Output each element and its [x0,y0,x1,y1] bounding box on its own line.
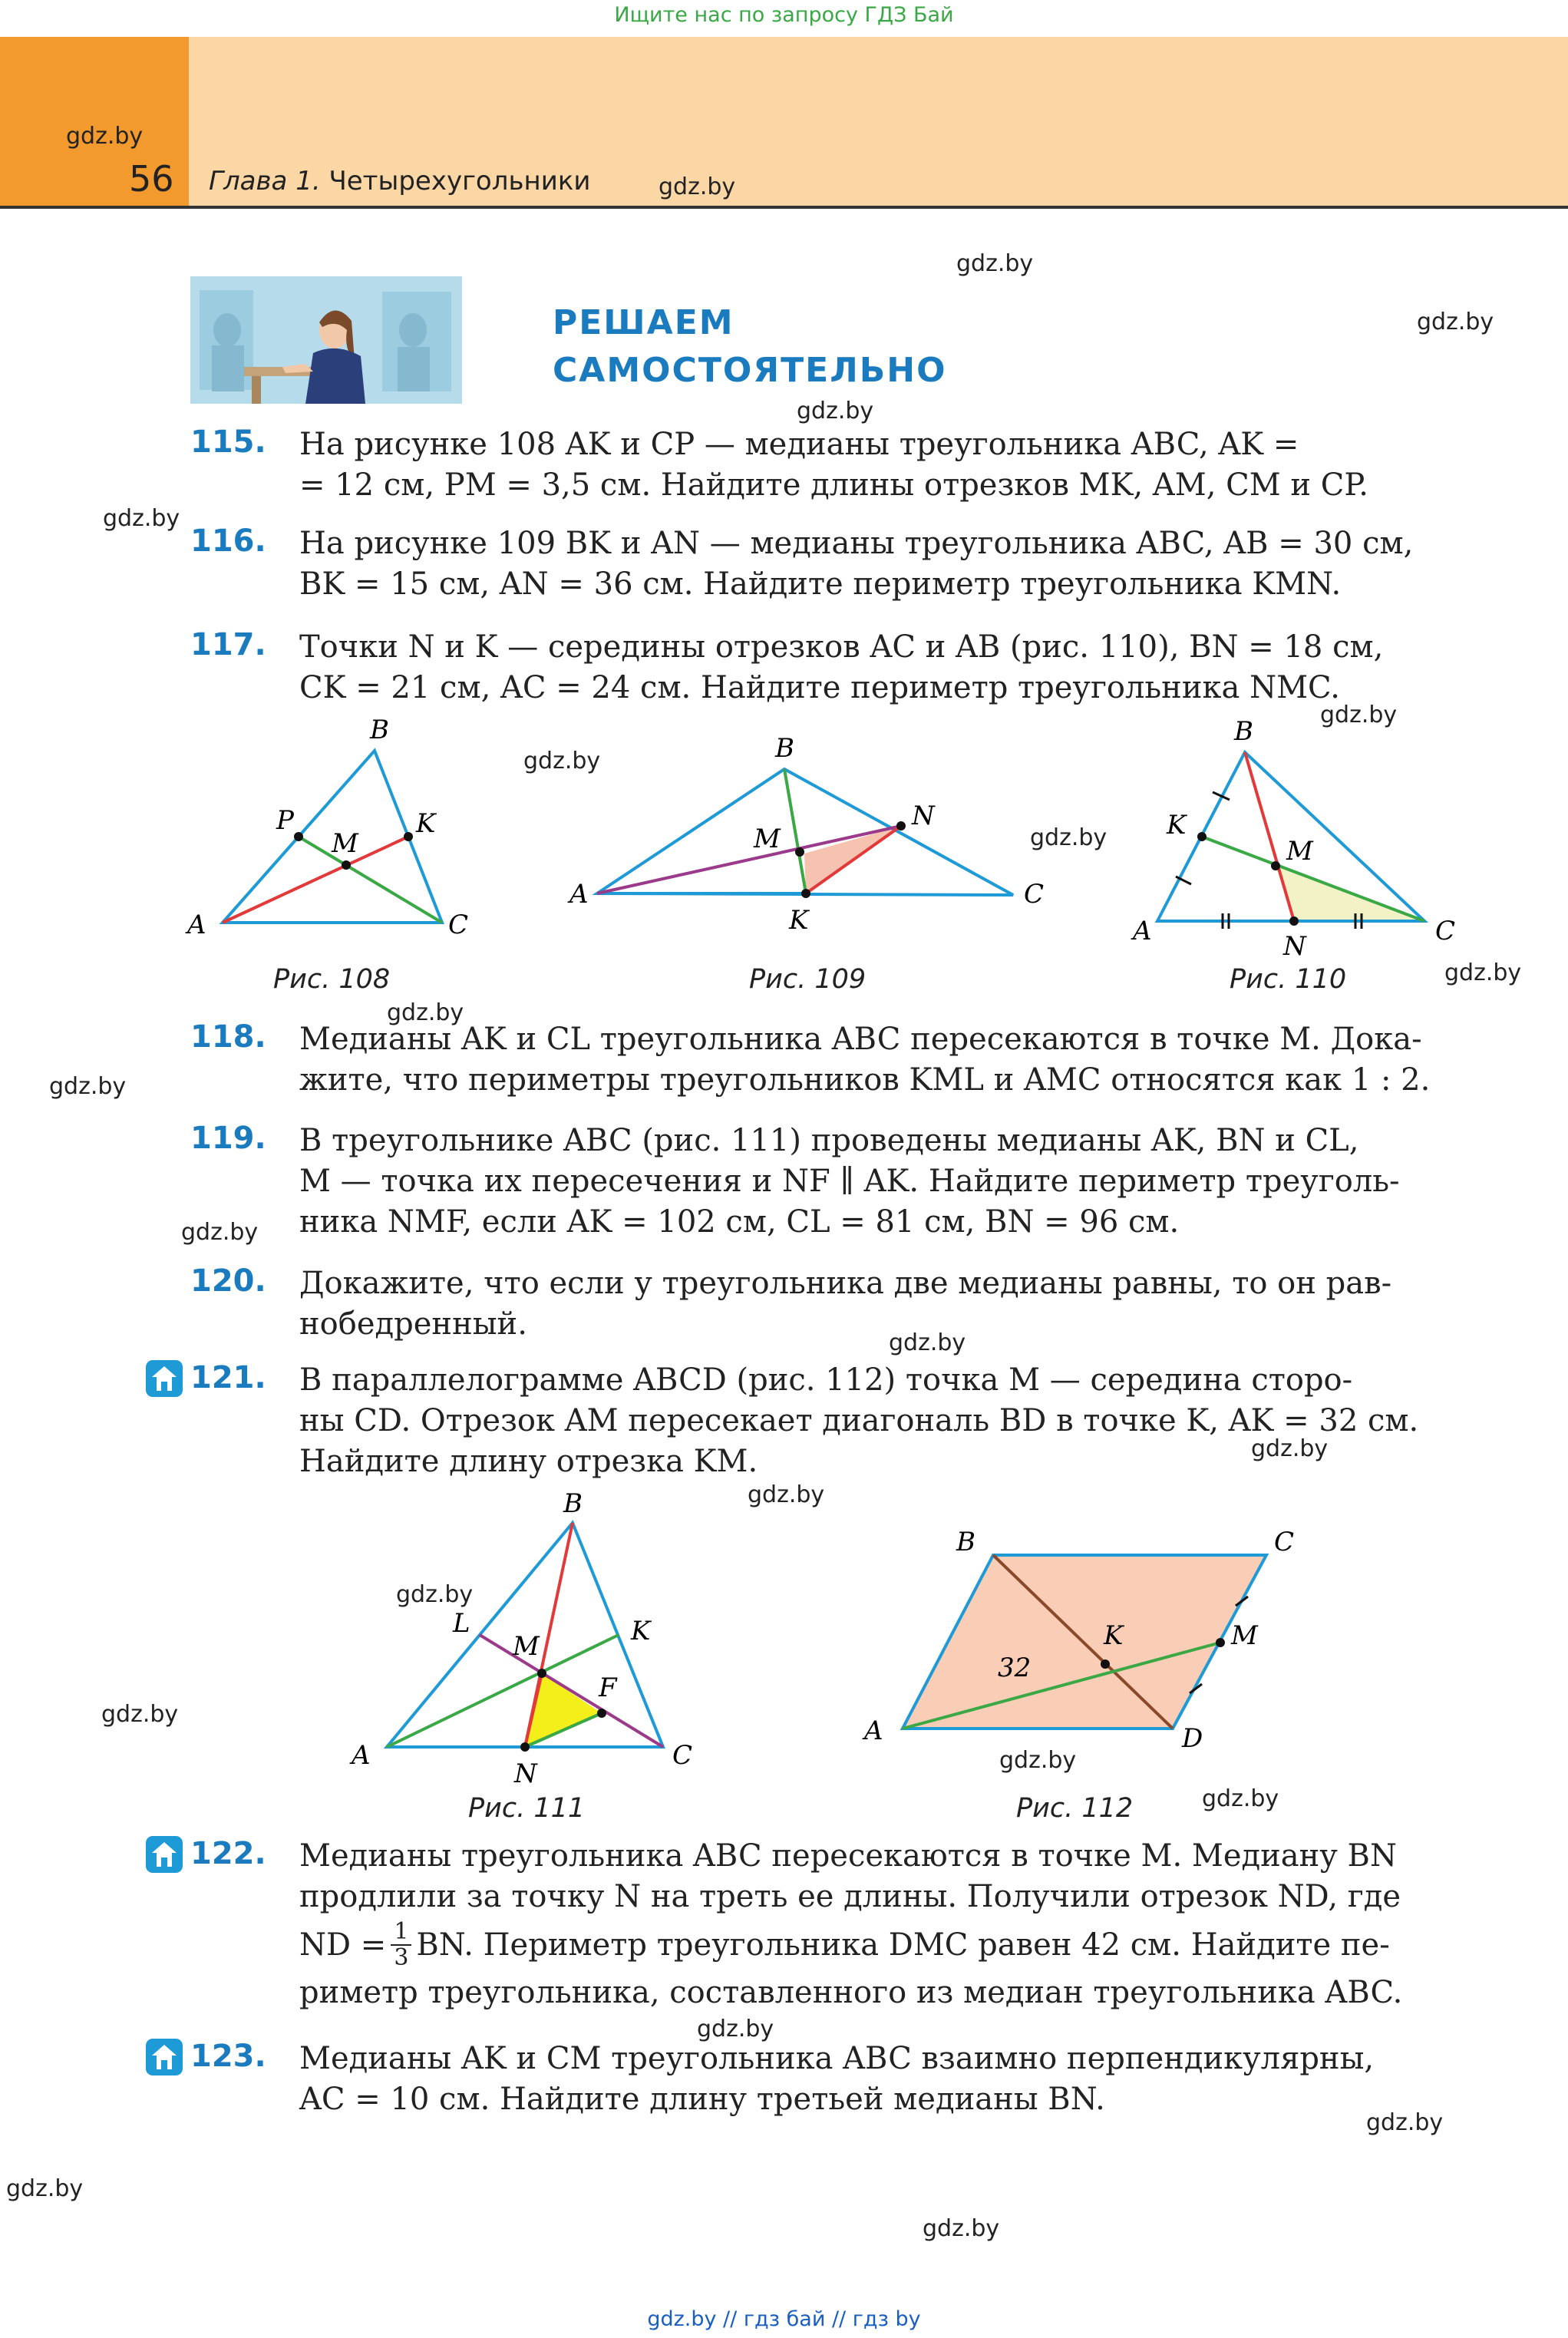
watermark: gdz.by [1030,824,1108,851]
problem-119-line: В треугольнике ABC (рис. 111) проведены медианы AK, BN и CL, [299,1123,1359,1158]
problem-117-text [299,627,1451,708]
watermark: gdz.by [49,1073,127,1100]
label-b: B [1234,716,1253,747]
watermark: gdz.by [697,2016,774,2042]
label-p: P [276,805,294,836]
chapter-prefix: Глава 1. [209,166,321,196]
house-icon [146,2039,183,2075]
point-m [1216,1638,1225,1647]
label-a: A [187,910,206,940]
watermark: gdz.by [659,173,736,200]
label-k: K [631,1616,651,1646]
problem-120-text [299,1263,1451,1345]
house-icon [146,1836,183,1873]
label-n: N [1283,931,1306,962]
label-m: M [332,828,358,859]
chapter-title [209,166,590,196]
footer-links[interactable]: gdz.by // гдз бай // гдз by [647,2307,921,2331]
problem-121-line: ны CD. Отрезок AM пересекает диагональ BD в точке K, AK = 32 см. [299,1403,1419,1438]
point-m [537,1669,546,1678]
problem-117-line: Точки N и K — середины отрезков AC и AB (рис. 110), BN = 18 см, [299,629,1384,665]
label-b: B [370,715,389,745]
watermark: gdz.by [523,748,601,774]
point-k [1197,832,1207,841]
problem-122-line: риметр треугольника, составленного из медиан треугольника ABC. [299,1975,1403,2010]
figure-109 [553,722,1059,952]
problem-number-119: 119. [190,1121,266,1156]
problem-121-line: Найдите длину отрезка KM. [299,1444,758,1479]
figure-112-caption: Рис. 112 [1016,1793,1134,1824]
problem-115-text [299,424,1451,506]
problem-116-text [299,523,1451,605]
point-p [294,832,303,841]
label-c: C [1024,879,1045,910]
watermark: gdz.by [1320,702,1398,728]
triangle-abc [597,769,1013,895]
section-title-line2: САМОСТОЯТЕЛЬНО [553,351,947,390]
problem-122-formula-line [299,1917,1451,1973]
problem-119-line: M — точка их пересечения и NF ∥ AK. Найдите периметр треуголь- [299,1164,1400,1199]
watermark: gdz.by [956,250,1034,277]
problem-121-text [299,1360,1451,1482]
median-cl [480,1635,663,1747]
watermark: gdz.by [396,1581,474,1608]
fraction-denominator: 3 [394,1944,409,1971]
formula-lhs: ND = [299,1927,387,1963]
problem-122-line: продлили за точку N на треть ее длины. Получили отрезок ND, где [299,1879,1401,1914]
problem-122-line: Медианы треугольника ABC пересекаются в точке M. Медиану BN [299,1838,1397,1874]
problem-number-115: 115. [190,424,266,460]
problem-121-line: В параллелограмме ABCD (рис. 112) точка M — середина сторо- [299,1362,1353,1398]
problem-123-line: Медианы AK и CM треугольника ABC взаимно перпендикулярны, [299,2041,1375,2076]
median-bk [784,769,806,893]
section-title [553,299,947,395]
point-k [1101,1659,1110,1669]
watermark: gdz.by [748,1481,825,1508]
problem-number-116: 116. [190,523,266,559]
header-divider [0,206,1568,209]
label-k: K [1167,810,1187,840]
point-n [896,821,906,831]
label-b: B [775,733,794,764]
point-m [342,860,351,870]
problem-122-text [299,1836,1451,2013]
watermark: gdz.by [66,123,144,150]
watermark: gdz.by [1444,959,1522,986]
label-k: K [789,905,809,936]
problem-117-line: CK = 21 см, AC = 24 см. Найдите периметр треугольника NMC. [299,670,1340,705]
page-number: 56 [129,158,174,200]
problem-118-line: жите, что периметры треугольников KML и AMC относятся как 1 : 2. [299,1062,1431,1098]
label-a: A [569,879,589,910]
watermark: gdz.by [923,2215,1000,2242]
problem-118-line: Медианы AK и CL треугольника ABC пересекаются в точке M. Дока- [299,1022,1422,1057]
watermark: gdz.by [101,1701,179,1728]
point-f [597,1709,606,1718]
home-task-icon [146,1836,183,1873]
label-f: F [599,1673,617,1703]
watermark: gdz.by [1366,2109,1444,2136]
label-c: C [1274,1527,1295,1557]
label-a: A [352,1740,371,1771]
problem-120-line: Докажите, что если у треугольника две медианы равны, то он рав- [299,1266,1392,1301]
label-c: C [448,910,469,940]
watermark: gdz.by [889,1329,966,1356]
problem-number-122: 122. [190,1836,266,1871]
label-l: L [453,1608,470,1639]
point-m [1271,861,1280,870]
label-c: C [672,1740,693,1771]
problem-120-line: нобедренный. [299,1306,527,1342]
student-at-desk-illustration [190,276,462,404]
problem-116-line: На рисунке 109 BK и AN — медианы треугольника ABC, AB = 30 см, [299,526,1414,561]
point-n [1289,916,1299,926]
watermark: gdz.by [1251,1435,1329,1462]
median-ak [223,837,408,923]
label-n: N [514,1758,537,1789]
label-m: M [754,824,781,854]
watermark: gdz.by [999,1747,1077,1774]
problem-number-118: 118. [190,1019,266,1055]
problem-123-text [299,2039,1451,2120]
watermark: gdz.by [387,999,464,1026]
top-search-hint[interactable]: Ищите нас по запросу ГДЗ Бай [614,3,954,27]
label-k: K [1104,1620,1124,1651]
point-k [404,832,413,841]
label-k: K [416,808,436,839]
label-m: M [513,1631,540,1662]
fraction-one-third [391,1920,411,1970]
watermark: gdz.by [6,2175,84,2202]
figure-111-caption: Рис. 111 [468,1793,586,1824]
formula-rhs: BN. Периметр треугольника DMC равен 42 см. Найдите пе- [416,1927,1390,1963]
chapter-name: Четырехугольники [328,166,591,196]
problem-115-line: = 12 см, PM = 3,5 см. Найдите длины отрезков MK, AM, CM и CP. [299,467,1368,503]
label-n: N [912,801,935,831]
figure-110-caption: Рис. 110 [1230,964,1347,995]
house-icon [146,1360,183,1397]
point-k [801,889,810,898]
figure-111 [338,1489,721,1796]
watermark: gdz.by [103,505,180,532]
problem-116-line: BK = 15 см, AN = 36 см. Найдите периметр треугольника KMN. [299,566,1342,602]
section-title-line1: РЕШАЕМ [553,303,734,342]
problem-119-line: ника NMF, если AK = 102 см, CL = 81 см, BN = 96 см. [299,1204,1180,1240]
fraction-numerator: 1 [391,1920,411,1946]
problem-number-120: 120. [190,1263,266,1299]
label-c: C [1435,916,1456,946]
figure-108-caption: Рис. 108 [273,964,391,995]
problem-115-line: На рисунке 108 AK и CP — медианы треугольника ABC, AK = [299,427,1299,462]
student-illustration [190,276,462,404]
label-d: D [1182,1723,1203,1754]
figure-110 [1121,714,1474,975]
label-m: M [1286,836,1313,867]
figure-112 [852,1520,1312,1773]
label-a: A [864,1716,883,1746]
median-cp [299,837,442,923]
home-task-icon [146,1360,183,1397]
problem-119-text [299,1121,1451,1243]
watermark: gdz.by [797,398,874,424]
point-n [520,1742,530,1752]
home-task-icon [146,2039,183,2075]
label-m: M [1231,1620,1258,1651]
watermark: gdz.by [181,1219,259,1246]
segment-ak-length: 32 [998,1653,1032,1683]
label-b: B [563,1489,583,1519]
label-a: A [1133,916,1152,946]
problem-number-121: 121. [190,1360,266,1395]
figure-109-caption: Рис. 109 [749,964,867,995]
problem-number-123: 123. [190,2039,266,2074]
figure-108 [177,706,484,967]
point-m [795,847,804,857]
problem-118-text [299,1019,1451,1101]
watermark: gdz.by [1417,309,1494,335]
problem-number-117: 117. [190,627,266,662]
median-ak [387,1635,619,1747]
watermark: gdz.by [1202,1785,1279,1812]
problem-123-line: AC = 10 см. Найдите длину третьей медианы BN. [299,2082,1105,2117]
label-b: B [956,1527,975,1557]
